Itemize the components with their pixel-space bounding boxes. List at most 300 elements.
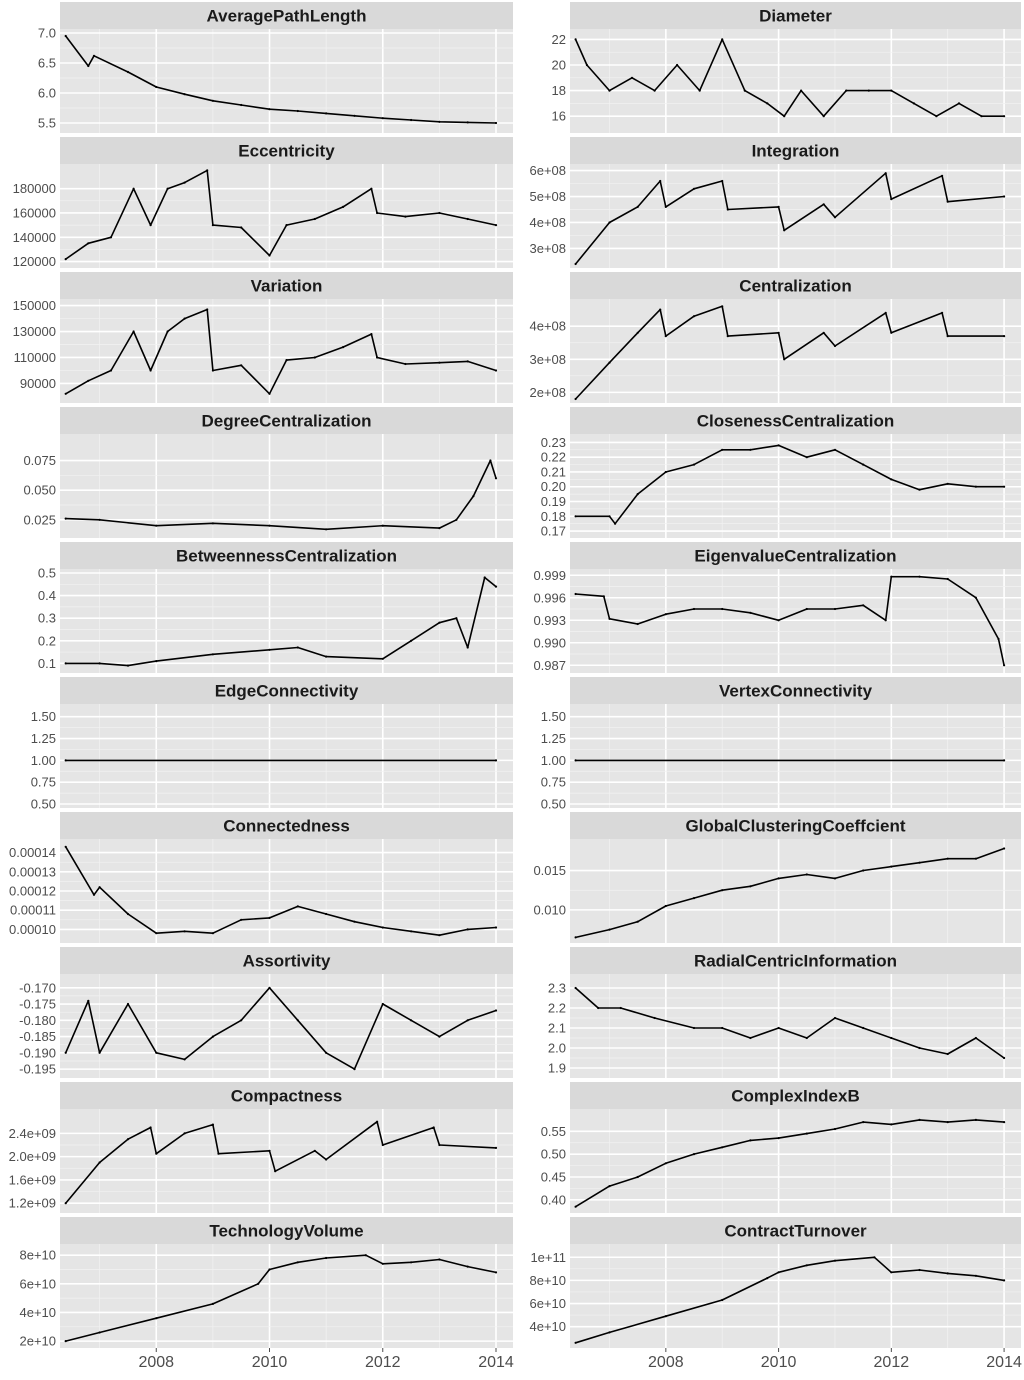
data-point (890, 1271, 892, 1273)
panel-background (570, 704, 1021, 808)
y-tick-label: 1.6e+09 (8, 1172, 56, 1188)
data-point (150, 369, 152, 371)
panel-background (570, 164, 1021, 268)
data-point (314, 356, 316, 358)
data-point (783, 358, 785, 360)
data-point (353, 921, 355, 923)
data-point (620, 1007, 622, 1009)
y-tick-label: 160000 (12, 205, 56, 221)
data-point (404, 363, 406, 365)
data-point (110, 369, 112, 371)
x-tick-label: 2014 (986, 1354, 1022, 1371)
data-point (637, 206, 639, 208)
facet-title: TechnologyVolume (209, 1221, 364, 1241)
data-point (438, 934, 440, 936)
data-point (127, 665, 129, 667)
data-point (297, 1019, 299, 1021)
y-tick-label: 2.0 (547, 1040, 566, 1056)
y-tick-label: 4e+10 (19, 1304, 56, 1320)
y-tick-label: 180000 (12, 181, 56, 197)
data-point (608, 1185, 610, 1187)
data-point (637, 623, 639, 625)
data-point (495, 759, 497, 761)
y-tick-label: 0.50 (540, 1146, 566, 1162)
facet-title: VertexConnectivity (718, 681, 873, 701)
y-tick-label: 0.075 (23, 453, 56, 469)
facet-panel-vertexconnectivity (541, 677, 1021, 812)
data-point (890, 1123, 892, 1125)
facet-panel-edgeconnectivity (31, 677, 513, 812)
data-point (603, 595, 605, 597)
y-tick-label: 6.0 (37, 85, 56, 101)
facet-title: Centralization (739, 276, 852, 296)
facet-title: Connectedness (223, 816, 350, 836)
data-point (155, 525, 157, 527)
data-point (268, 1268, 270, 1270)
facet-panel-closenesscentralization (541, 407, 1021, 539)
panel-background (60, 1244, 513, 1348)
facet-title: Diameter (759, 6, 832, 26)
data-point (913, 102, 915, 104)
y-tick-label: 0.50 (30, 796, 56, 812)
y-tick-label: 90000 (19, 375, 56, 391)
data-point (834, 1128, 836, 1130)
data-point (918, 489, 920, 491)
data-point (823, 332, 825, 334)
data-point (834, 1260, 836, 1262)
data-point (438, 1258, 440, 1260)
facet-title: Assortivity (242, 951, 331, 971)
data-point (155, 86, 157, 88)
data-point (184, 318, 186, 320)
data-point (693, 464, 695, 466)
data-point (608, 929, 610, 931)
data-point (184, 1058, 186, 1060)
facet-title: BetweennessCentralization (175, 546, 398, 566)
panel-background (60, 974, 513, 1078)
data-point (834, 608, 836, 610)
data-point (433, 1126, 435, 1128)
y-tick-label: 2.0e+09 (8, 1149, 56, 1165)
y-tick-label: 1.25 (540, 731, 566, 747)
data-point (376, 212, 378, 214)
y-tick-label: 0.5 (37, 565, 56, 581)
facet-title: EigenvalueCentralization (694, 546, 897, 566)
facet-title: Variation (250, 276, 323, 296)
data-point (941, 312, 943, 314)
data-point (721, 608, 723, 610)
data-point (575, 263, 577, 265)
y-tick-label: 0.4 (37, 588, 56, 604)
data-point (217, 1153, 219, 1155)
data-point (325, 112, 327, 114)
facet-title: ClosenessCentralization (696, 411, 895, 431)
data-point (947, 858, 949, 860)
data-point (778, 206, 780, 208)
data-point (404, 216, 406, 218)
data-point (975, 1119, 977, 1121)
x-tick-label: 2008 (648, 1354, 684, 1371)
data-point (637, 493, 639, 495)
data-point (127, 913, 129, 915)
y-tick-label: 1.50 (30, 709, 56, 725)
facet-panel-betweennesscentralization (38, 542, 513, 673)
data-point (778, 332, 780, 334)
facet-panel-connectedness (9, 812, 513, 943)
y-tick-label: 4e+08 (529, 214, 566, 230)
data-point (654, 1017, 656, 1019)
data-point (721, 1299, 723, 1301)
data-point (665, 613, 667, 615)
data-point (87, 65, 89, 67)
data-point (778, 1137, 780, 1139)
data-point (744, 90, 746, 92)
data-point (212, 369, 214, 371)
y-tick-label: 0.20 (540, 479, 566, 495)
facet-panel-degreecentralization (23, 407, 513, 538)
panel-background (570, 1244, 1021, 1348)
data-point (608, 362, 610, 364)
y-tick-label: 2.3 (547, 980, 566, 996)
data-point (947, 1272, 949, 1274)
y-tick-label: 5e+08 (529, 189, 566, 205)
data-point (806, 608, 808, 610)
y-tick-label: 1.00 (540, 752, 566, 768)
data-point (597, 1007, 599, 1009)
data-point (766, 102, 768, 104)
data-point (240, 1019, 242, 1021)
data-point (184, 930, 186, 932)
data-point (778, 1271, 780, 1273)
facet-title: EdgeConnectivity (214, 681, 359, 701)
data-point (155, 1153, 157, 1155)
y-tick-label: 0.17 (540, 523, 566, 539)
data-point (410, 119, 412, 121)
y-tick-label: 0.75 (540, 774, 566, 790)
y-tick-label: 150000 (12, 298, 56, 314)
data-point (353, 115, 355, 117)
facet-panel-contractturnover (529, 1217, 1022, 1371)
y-tick-label: 0.3 (37, 610, 56, 626)
data-point (93, 55, 95, 57)
data-point (890, 576, 892, 578)
panel-background (570, 1109, 1021, 1213)
data-point (727, 208, 729, 210)
data-point (314, 1150, 316, 1152)
data-point (890, 198, 892, 200)
data-point (665, 1162, 667, 1164)
y-tick-label: 18 (551, 83, 566, 99)
y-tick-label: 5.5 (37, 115, 56, 131)
data-point (665, 905, 667, 907)
data-point (749, 612, 751, 614)
y-tick-label: -0.195 (19, 1061, 56, 1077)
data-point (665, 1315, 667, 1317)
data-point (637, 332, 639, 334)
y-tick-label: 0.010 (533, 902, 566, 918)
data-point (699, 90, 701, 92)
y-tick-label: 1e+11 (530, 1249, 566, 1265)
data-point (285, 359, 287, 361)
data-point (975, 597, 977, 599)
data-point (693, 608, 695, 610)
facet-panel-globalclusteringcoeffcient (533, 812, 1021, 943)
data-point (99, 519, 101, 521)
data-point (353, 1068, 355, 1070)
y-tick-label: 4e+10 (529, 1319, 566, 1335)
data-point (693, 188, 695, 190)
facet-panel-integration (529, 137, 1021, 268)
data-point (495, 224, 497, 226)
x-tick-label: 2008 (138, 1354, 175, 1371)
data-point (382, 1003, 384, 1005)
data-point (467, 218, 469, 220)
data-point (65, 393, 67, 395)
data-point (438, 527, 440, 529)
y-tick-label: 0.1 (37, 655, 56, 671)
data-point (489, 459, 491, 461)
data-point (110, 236, 112, 238)
facet-title: RadialCentricInformation (693, 951, 898, 971)
data-point (727, 335, 729, 337)
data-point (823, 115, 825, 117)
data-point (868, 90, 870, 92)
y-tick-label: 0.00011 (9, 902, 56, 918)
data-point (749, 1139, 751, 1141)
data-point (297, 646, 299, 648)
data-point (365, 1254, 367, 1256)
data-point (806, 1133, 808, 1135)
data-point (766, 1277, 768, 1279)
data-point (87, 242, 89, 244)
y-tick-label: 16 (551, 108, 566, 124)
facet-title: DegreeCentralization (201, 411, 372, 431)
data-point (862, 464, 864, 466)
y-tick-label: 7.0 (37, 25, 56, 41)
y-tick-label: 0.993 (533, 612, 566, 628)
data-point (947, 335, 949, 337)
y-tick-label: 0.999 (533, 567, 566, 583)
data-point (240, 919, 242, 921)
data-point (382, 1263, 384, 1265)
data-point (935, 115, 937, 117)
data-point (834, 877, 836, 879)
data-point (325, 1257, 327, 1259)
data-point (947, 578, 949, 580)
data-point (495, 586, 497, 588)
data-point (257, 1283, 259, 1285)
data-point (495, 122, 497, 124)
data-point (467, 928, 469, 930)
data-point (1003, 847, 1005, 849)
y-tick-label: 22 (551, 31, 566, 47)
data-point (975, 1037, 977, 1039)
data-point (382, 1144, 384, 1146)
data-point (890, 866, 892, 868)
data-point (65, 258, 67, 260)
data-point (721, 1027, 723, 1029)
data-point (268, 108, 270, 110)
data-point (975, 1275, 977, 1277)
data-point (206, 169, 208, 171)
data-point (575, 1342, 577, 1344)
data-point (575, 759, 577, 761)
y-tick-label: 1.50 (540, 709, 566, 725)
data-point (65, 35, 67, 37)
y-tick-label: 120000 (12, 254, 56, 270)
y-tick-label: 20 (551, 57, 566, 73)
facet-panel-centralization (529, 272, 1021, 403)
facet-title: ContractTurnover (724, 1221, 867, 1241)
data-point (862, 869, 864, 871)
data-point (654, 90, 656, 92)
data-point (438, 362, 440, 364)
panel-background (60, 704, 513, 808)
data-point (806, 873, 808, 875)
data-point (184, 93, 186, 95)
y-tick-label: 0.987 (533, 657, 566, 673)
data-point (370, 188, 372, 190)
data-point (455, 519, 457, 521)
data-point (721, 1146, 723, 1148)
facet-panel-complexindexb (541, 1082, 1021, 1213)
data-point (467, 360, 469, 362)
y-tick-label: 0.00012 (9, 883, 56, 899)
data-point (575, 515, 577, 517)
y-tick-label: 8e+10 (19, 1247, 56, 1263)
y-tick-label: 3e+08 (529, 240, 566, 256)
y-tick-label: -0.180 (19, 1012, 56, 1028)
data-point (778, 619, 780, 621)
y-tick-label: 110000 (13, 349, 56, 365)
data-point (127, 1003, 129, 1005)
data-point (438, 1036, 440, 1038)
data-point (575, 936, 577, 938)
data-point (890, 1037, 892, 1039)
data-point (495, 477, 497, 479)
data-point (495, 926, 497, 928)
data-point (87, 380, 89, 382)
data-point (721, 38, 723, 40)
y-tick-label: 130000 (12, 324, 56, 340)
y-tick-label: 0.015 (533, 863, 566, 879)
y-tick-label: 6e+10 (19, 1276, 56, 1292)
facet-panel-eccentricity (13, 137, 513, 269)
data-point (749, 449, 751, 451)
data-point (721, 305, 723, 307)
facet-title: AveragePathLength (206, 6, 367, 26)
y-tick-label: -0.185 (19, 1029, 56, 1045)
data-point (1003, 1121, 1005, 1123)
data-point (65, 1202, 67, 1204)
data-point (268, 917, 270, 919)
data-point (65, 759, 67, 761)
y-tick-label: 2e+08 (529, 384, 566, 400)
y-tick-label: 2e+10 (19, 1333, 56, 1349)
data-point (834, 449, 836, 451)
data-point (885, 312, 887, 314)
data-point (472, 495, 474, 497)
data-point (150, 224, 152, 226)
data-point (325, 528, 327, 530)
data-point (862, 604, 864, 606)
data-point (325, 656, 327, 658)
data-point (297, 905, 299, 907)
facet-title: GlobalClusteringCoeffcient (685, 816, 906, 836)
x-tick-label: 2012 (873, 1354, 910, 1371)
data-point (314, 218, 316, 220)
data-point (99, 1331, 101, 1333)
data-point (325, 1052, 327, 1054)
y-tick-label: 1.2e+09 (8, 1195, 56, 1211)
data-point (155, 660, 157, 662)
data-point (834, 216, 836, 218)
y-tick-label: 0.050 (23, 482, 56, 498)
data-point (99, 886, 101, 888)
data-point (212, 1124, 214, 1126)
data-point (608, 221, 610, 223)
data-point (608, 1331, 610, 1333)
y-tick-label: 0.22 (540, 449, 566, 465)
data-point (885, 172, 887, 174)
data-point (823, 203, 825, 205)
facet-panel-eigenvaluecentralization (533, 542, 1021, 673)
y-tick-label: 2.4e+09 (8, 1125, 56, 1141)
y-tick-label: 2.2 (547, 1000, 566, 1016)
data-point (997, 638, 999, 640)
x-tick-label: 2014 (478, 1354, 514, 1371)
y-tick-label: 0.45 (540, 1169, 566, 1185)
x-tick-label: 2010 (251, 1354, 288, 1371)
data-point (268, 393, 270, 395)
y-tick-label: 3e+08 (529, 351, 566, 367)
data-point (268, 987, 270, 989)
data-point (1003, 115, 1005, 117)
data-point (890, 332, 892, 334)
data-point (947, 1053, 949, 1055)
data-point (410, 1261, 412, 1263)
data-point (1003, 664, 1005, 666)
data-point (212, 932, 214, 934)
data-point (941, 175, 943, 177)
data-point (1003, 1057, 1005, 1059)
data-point (721, 449, 723, 451)
y-tick-label: 0.00014 (9, 845, 56, 861)
data-point (873, 1256, 875, 1258)
data-point (133, 188, 135, 190)
data-point (693, 897, 695, 899)
data-point (890, 90, 892, 92)
facet-panel-averagepathlength (38, 2, 513, 133)
data-point (212, 1036, 214, 1038)
facet-title: Eccentricity (238, 141, 335, 161)
facet-panel-technologyvolume (19, 1217, 513, 1371)
facet-panel-assortivity (19, 947, 513, 1078)
data-point (980, 115, 982, 117)
data-point (467, 1266, 469, 1268)
data-point (665, 335, 667, 337)
data-point (885, 619, 887, 621)
data-point (65, 1340, 67, 1342)
facet-panel-compactness (9, 1082, 513, 1213)
y-tick-label: 0.21 (540, 464, 566, 480)
data-point (1003, 759, 1005, 761)
y-tick-label: -0.170 (19, 980, 56, 996)
data-point (376, 356, 378, 358)
data-point (484, 576, 486, 578)
data-point (586, 64, 588, 66)
data-point (274, 1170, 276, 1172)
